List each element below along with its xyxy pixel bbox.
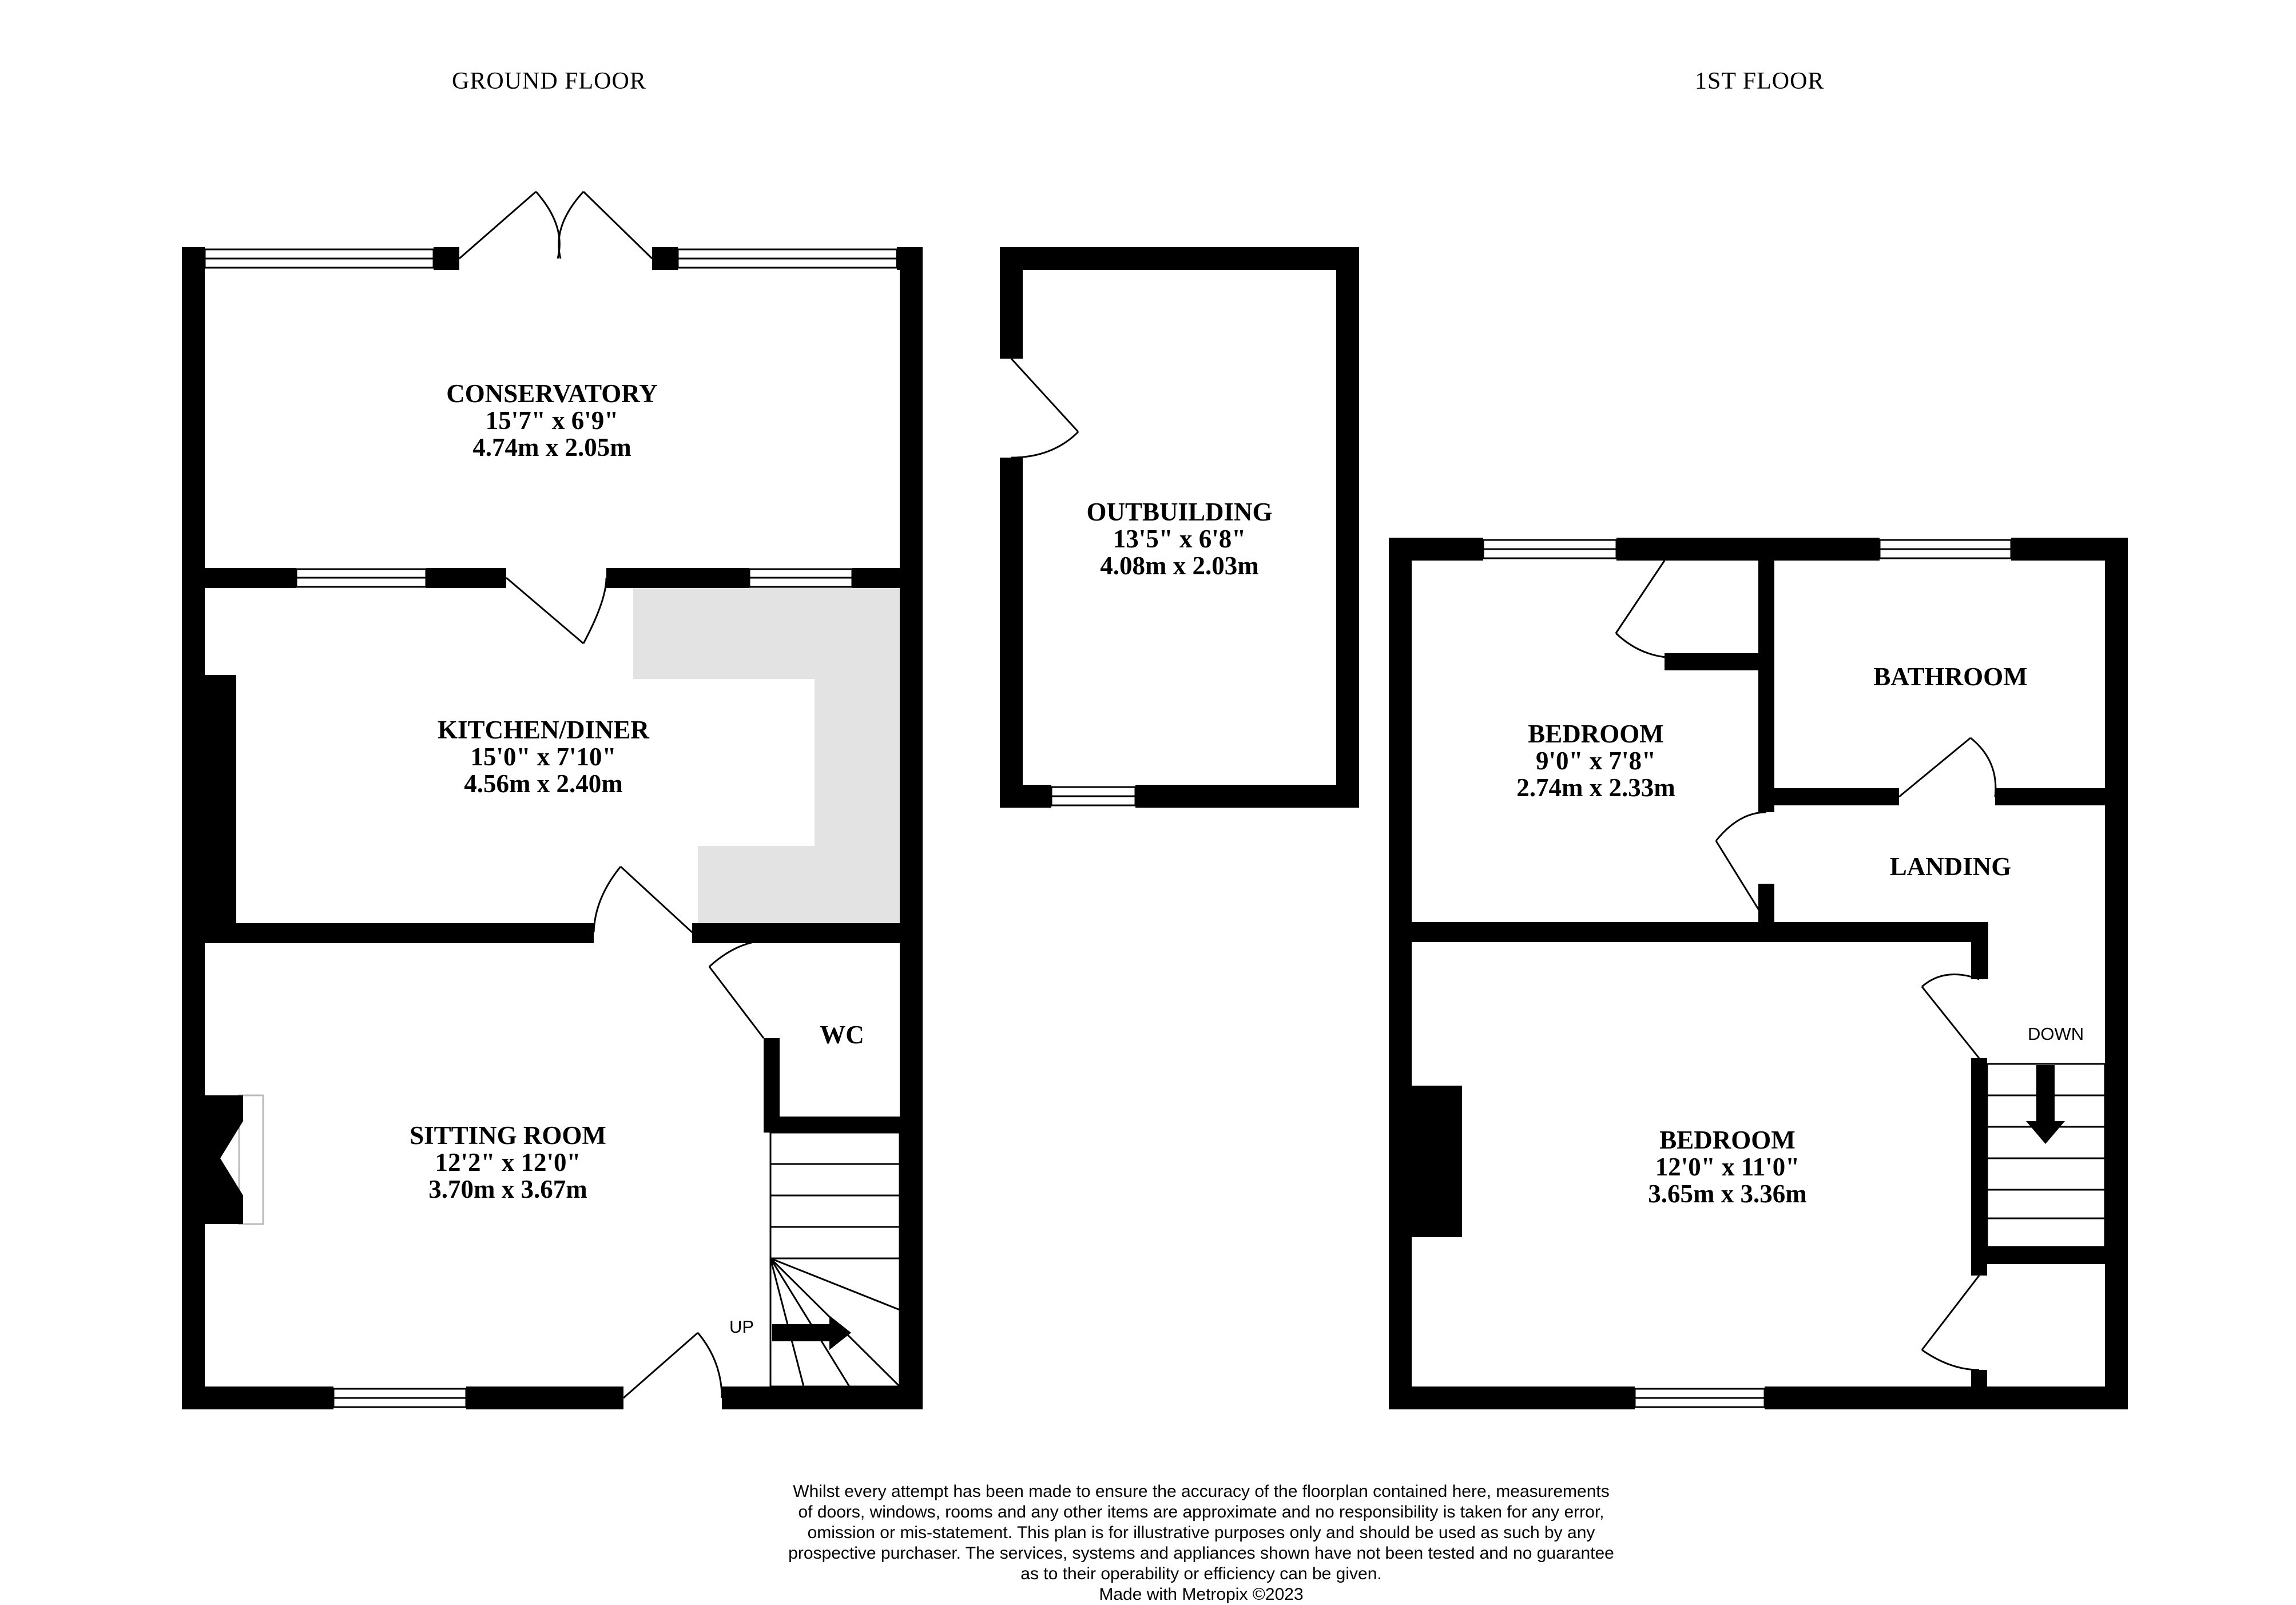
first-wall-left	[1389, 538, 1412, 1409]
stairs-down-label: DOWN	[2028, 1024, 2084, 1044]
room-label-kitchen	[438, 717, 649, 797]
room-metric: 2.74m x 2.33m	[1516, 773, 1675, 802]
room-metric: 4.74m x 2.05m	[472, 433, 631, 462]
room-label-bedroom-small	[1516, 721, 1675, 801]
room-name: BATHROOM	[1873, 662, 2028, 691]
stairs-up-label: UP	[729, 1317, 754, 1337]
credit-line: Made with Metropix ©2023	[1099, 1585, 1304, 1604]
room-imperial: 13'5" x 6'8"	[1113, 525, 1246, 553]
room-name: KITCHEN/DINER	[437, 716, 650, 744]
disclaimer-line: Whilst every attempt has been made to ensure the accuracy of the floorplan contained here, measurements	[793, 1482, 1610, 1501]
disclaimer-line: of doors, windows, rooms and any other items are approximate and no responsibility is taken for any error,	[798, 1503, 1604, 1521]
room-name: LANDING	[1889, 852, 2012, 881]
fireplace	[205, 1095, 243, 1224]
ground-wall-bottom-left	[182, 1387, 333, 1409]
room-name: OUTBUILDING	[1086, 498, 1273, 526]
ground-wall-top-mid-left	[434, 247, 459, 270]
ground-wall-top-left	[182, 247, 205, 270]
room-label-landing	[1890, 853, 2012, 880]
kitchen-worktop	[633, 587, 900, 923]
room-label-bedroom-large	[1648, 1127, 1806, 1207]
bedroom-chimney-breast	[1412, 1086, 1462, 1237]
room-name: SITTING ROOM	[410, 1121, 606, 1150]
down-arrow-icon	[2026, 1065, 2065, 1144]
ground-wall-bottom-mid	[466, 1387, 623, 1409]
room-metric: 4.08m x 2.03m	[1100, 551, 1259, 580]
room-imperial: 12'2" x 12'0"	[435, 1148, 581, 1177]
room-label-conservatory	[446, 380, 657, 461]
room-name: CONSERVATORY	[446, 379, 658, 408]
disclaimer-line: prospective purchaser. The services, systems and appliances shown have not been tested and no guarantee	[788, 1544, 1614, 1563]
first-wall-right	[2105, 538, 2128, 1409]
room-label-outbuilding	[1086, 499, 1272, 579]
ground-wall-bottom-right	[722, 1387, 923, 1409]
room-imperial: 9'0" x 7'8"	[1536, 746, 1656, 775]
room-label-bathroom	[1873, 664, 2027, 690]
up-arrow-icon	[772, 1316, 851, 1350]
ground-floor-title: GROUND FLOOR	[452, 68, 646, 94]
room-name: BEDROOM	[1659, 1126, 1796, 1154]
room-label-sitting-room	[410, 1122, 606, 1203]
first-floor-title: 1ST FLOOR	[1695, 68, 1825, 94]
room-metric: 3.65m x 3.36m	[1648, 1179, 1807, 1208]
outbuilding-wall-right	[1336, 247, 1359, 808]
outbuilding-wall-top	[1000, 247, 1359, 270]
room-name: BEDROOM	[1528, 720, 1664, 748]
disclaimer	[572, 1481, 1830, 1605]
ground-wall-top-mid-right	[652, 247, 678, 270]
disclaimer-line: as to their operability or efficiency can be given.	[1020, 1564, 1382, 1583]
room-label-wc	[820, 1022, 864, 1048]
room-imperial: 15'7" x 6'9"	[485, 406, 619, 435]
ground-wall-top-right	[897, 247, 923, 270]
ground-wall-right	[900, 247, 923, 1409]
room-name: WC	[820, 1020, 864, 1049]
ground-wall-left	[182, 247, 205, 1409]
ground-stairs	[770, 1133, 900, 1387]
disclaimer-line: omission or mis-statement. This plan is for illustrative purposes only and should be used as such by any	[807, 1523, 1595, 1542]
room-metric: 3.70m x 3.67m	[428, 1175, 587, 1203]
kitchen-chimney-breast	[205, 675, 236, 932]
room-imperial: 12'0" x 11'0"	[1655, 1153, 1800, 1181]
room-metric: 4.56m x 2.40m	[464, 769, 623, 798]
room-imperial: 15'0" x 7'10"	[470, 742, 617, 771]
